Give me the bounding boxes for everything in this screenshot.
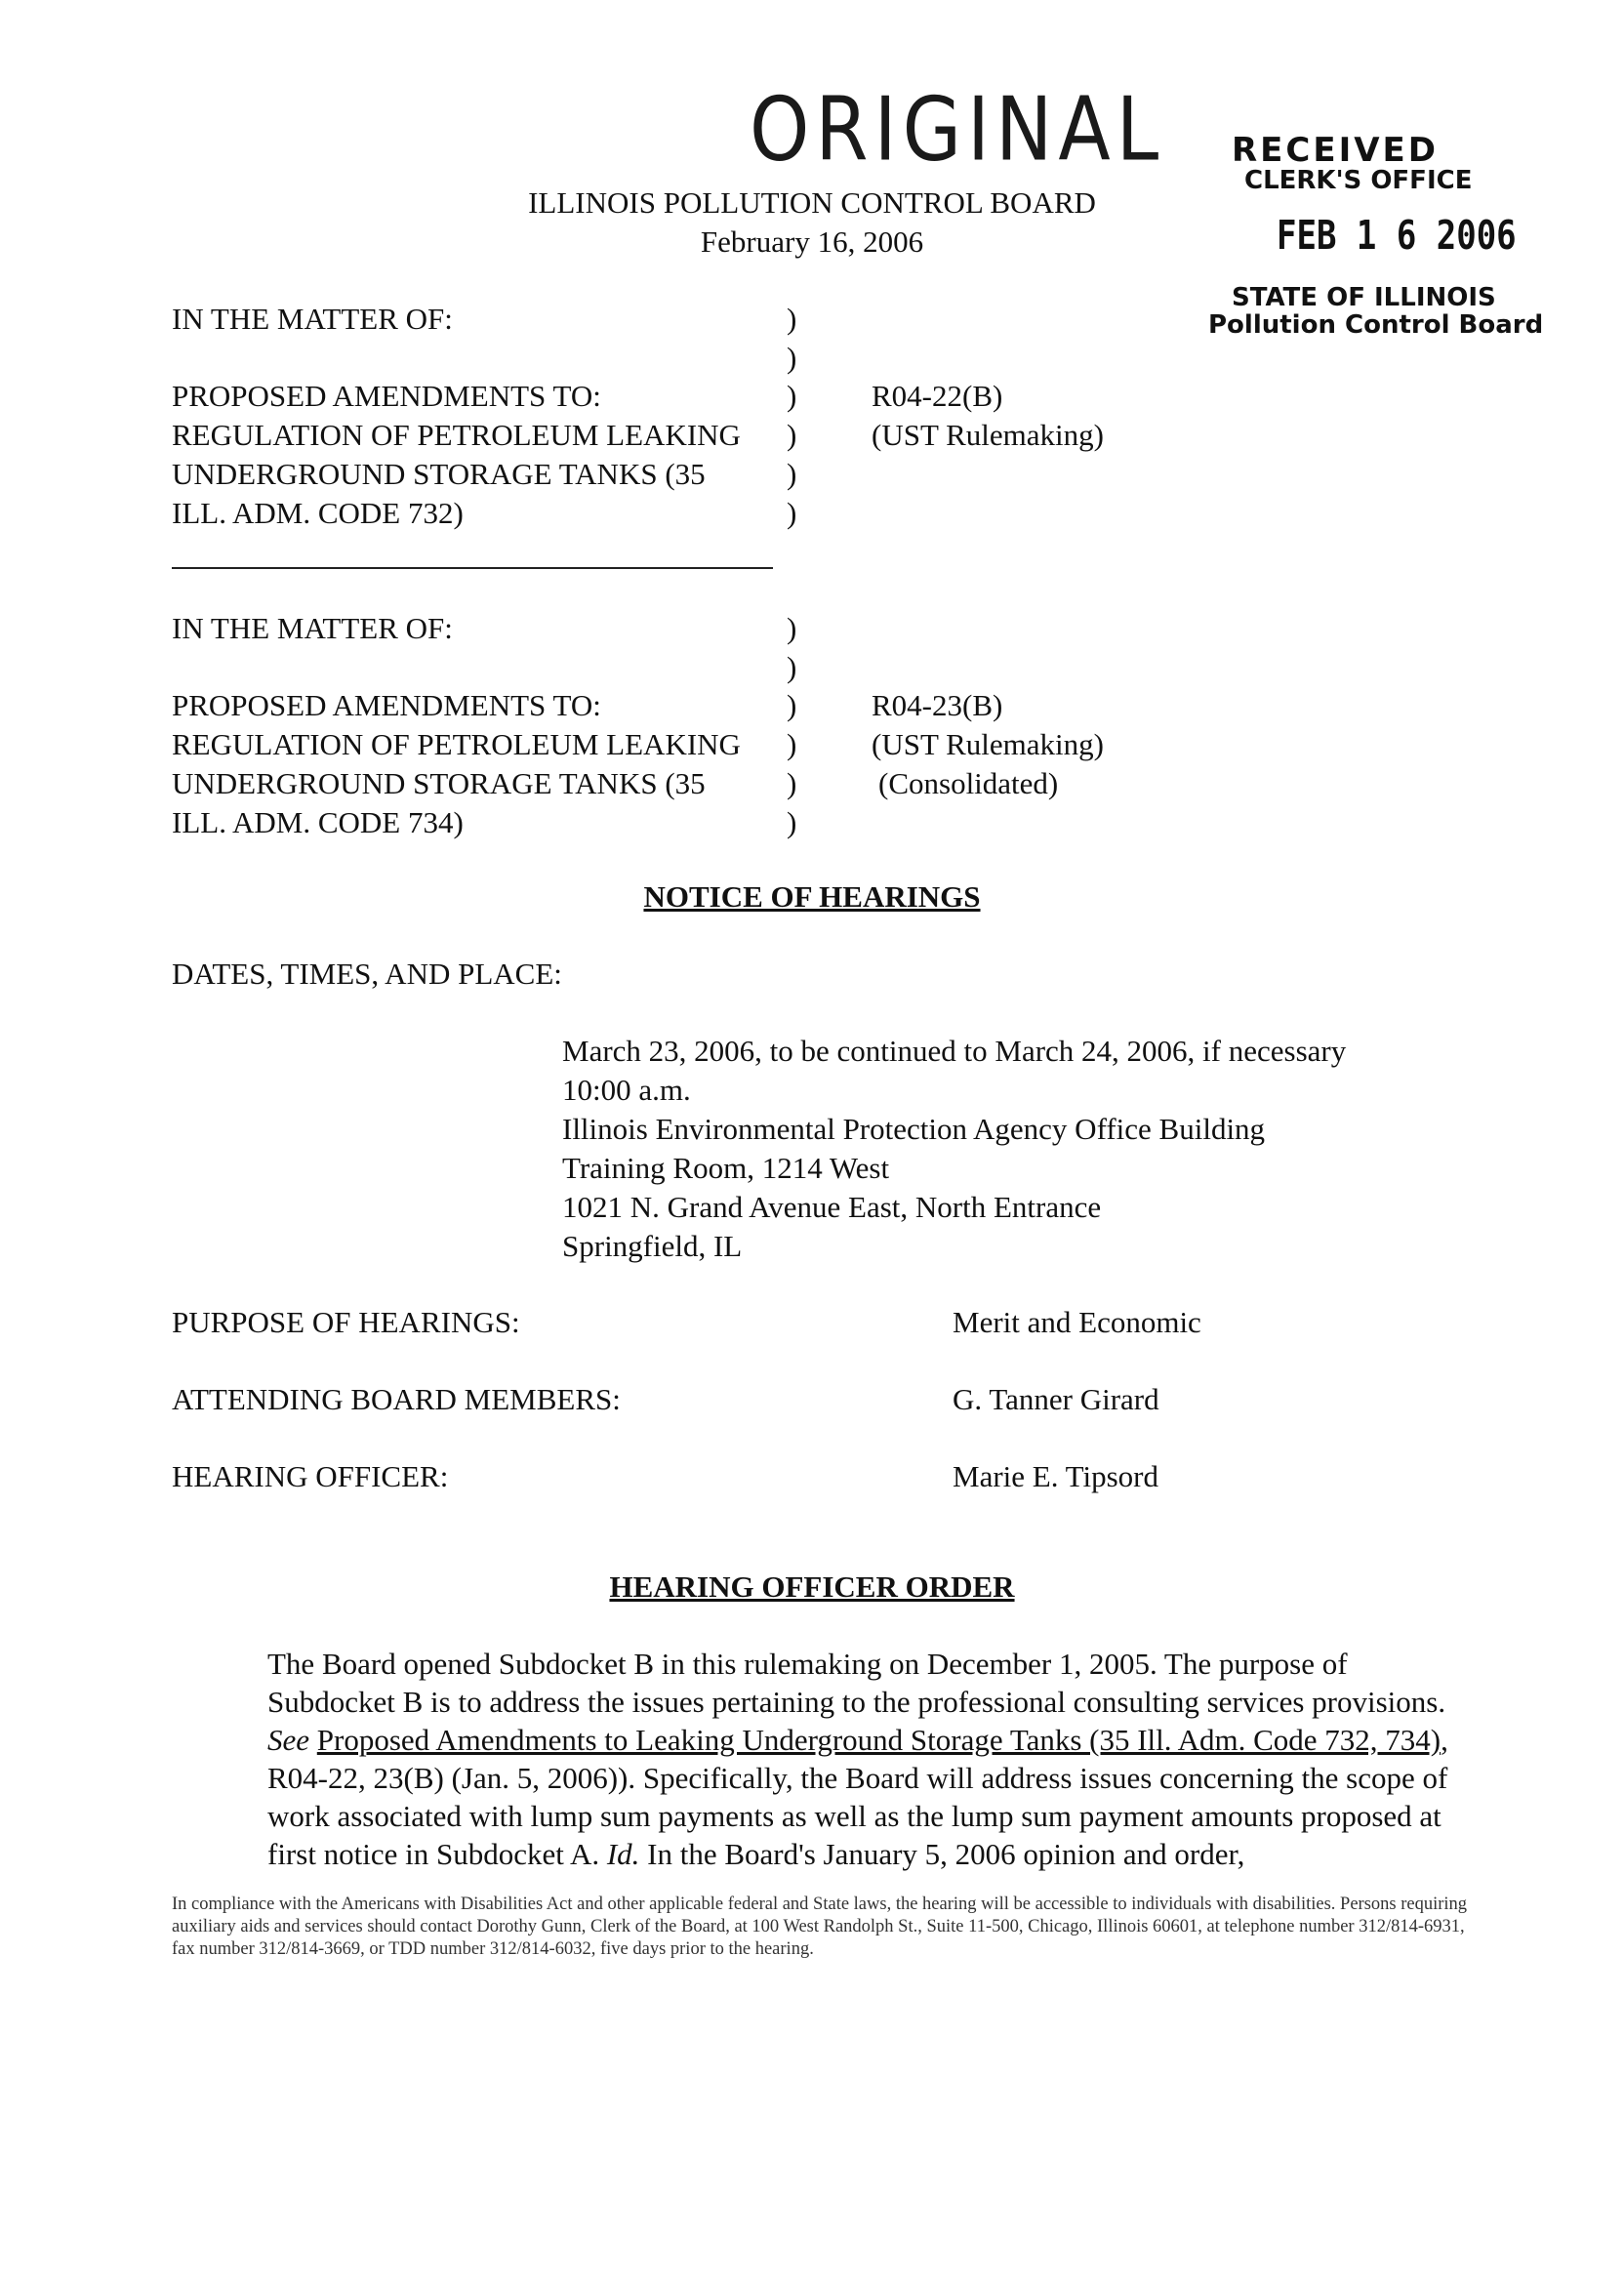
received-stamp-word: RECEIVED (1232, 131, 1439, 170)
hearing-officer-value: Marie E. Tipsord (953, 1459, 1158, 1493)
hearing-time: 10:00 a.m. (562, 1073, 691, 1107)
caption-line: IN THE MATTER OF: (172, 302, 453, 336)
docket-consolidated: (Consolidated) (878, 766, 1059, 800)
caption-paren: ) (787, 688, 797, 722)
caption-paren: ) (787, 302, 797, 336)
order-text-3: In the Board's January 5, 2006 opinion and order, (647, 1837, 1245, 1871)
see-signal: See (267, 1723, 310, 1757)
order-heading: HEARING OFFICER ORDER (609, 1569, 1015, 1604)
order-text-2: , R04-22, 23(B) (Jan. 5, 2006)). Specifically, the Board will address issues concerning the scope of work associated with lump sum payments as well as the lump sum payment amounts proposed at first notice in Subdocket A. (267, 1723, 1448, 1871)
purpose-value: Merit and Economic (953, 1305, 1201, 1339)
caption-line: REGULATION OF PETROLEUM LEAKING (172, 418, 741, 452)
ada-footnote: In compliance with the Americans with Disabilities Act and other applicable federal and State laws, the hearing will be accessible to individuals with disabilities. Persons requiring auxiliary aids and services should contact Dorothy Gunn, Clerk of the Board, at 100 West Randolph St., Suite 11-500, Chicago, Illinois 60601, at telephone number 312/814-6931, fax number 312/814-3669, or TDD number 312/814-6032, five days prior to the hearing. (172, 1895, 1468, 1959)
citation-title: Proposed Amendments to Leaking Underground Storage Tanks (35 Ill. Adm. Code 732, 734) (316, 1723, 1441, 1757)
caption-line: ILL. ADM. CODE 732) (172, 496, 464, 530)
caption-line: REGULATION OF PETROLEUM LEAKING (172, 727, 741, 761)
agency-name: ILLINOIS POLLUTION CONTROL BOARD (528, 185, 1096, 220)
docket-type: (UST Rulemaking) (872, 418, 1104, 452)
hearing-city: Springfield, IL (562, 1229, 743, 1263)
caption-paren: ) (787, 611, 797, 645)
hearing-address: 1021 N. Grand Avenue East, North Entrance (562, 1190, 1102, 1224)
hearing-place: Illinois Environmental Protection Agency Office Building (562, 1112, 1266, 1146)
caption-paren: ) (787, 805, 797, 839)
received-stamp-state: STATE OF ILLINOIS (1232, 283, 1496, 312)
caption-paren: ) (787, 341, 797, 375)
caption-line: IN THE MATTER OF: (172, 611, 453, 645)
caption-paren: ) (787, 379, 797, 413)
caption-line: PROPOSED AMENDMENTS TO: (172, 688, 601, 722)
caption-paren: ) (787, 418, 797, 452)
hearing-officer-label: HEARING OFFICER: (172, 1459, 449, 1493)
caption-paren: ) (787, 496, 797, 530)
order-text-1: The Board opened Subdocket B in this rulemaking on December 1, 2005. The purpose of Subdocket B is to address the issues pertaining to the professional consulting services provisions. (267, 1647, 1446, 1719)
id-signal: Id. (606, 1837, 640, 1871)
caption-divider (172, 567, 773, 569)
docket-type: (UST Rulemaking) (872, 727, 1104, 761)
board-members-value: G. Tanner Girard (953, 1382, 1159, 1416)
hearing-room: Training Room, 1214 West (562, 1151, 890, 1185)
caption-line: PROPOSED AMENDMENTS TO: (172, 379, 601, 413)
dates-label: DATES, TIMES, AND PLACE: (172, 957, 562, 991)
caption-line: ILL. ADM. CODE 734) (172, 805, 464, 839)
caption-paren: ) (787, 650, 797, 684)
caption-line: UNDERGROUND STORAGE TANKS (35 (172, 457, 706, 491)
notice-heading: NOTICE OF HEARINGS (643, 879, 981, 914)
purpose-label: PURPOSE OF HEARINGS: (172, 1305, 520, 1339)
original-stamp: ORIGINAL (750, 80, 1165, 182)
caption-paren: ) (787, 457, 797, 491)
docket-number: R04-22(B) (872, 379, 1003, 413)
received-stamp-board: Pollution Control Board (1208, 310, 1544, 340)
caption-line: UNDERGROUND STORAGE TANKS (35 (172, 766, 706, 800)
caption-paren: ) (787, 766, 797, 800)
caption-paren: ) (787, 727, 797, 761)
document-date: February 16, 2006 (700, 224, 924, 259)
received-stamp-date: FEB 1 6 2006 (1277, 213, 1517, 260)
order-paragraph (172, 1645, 1470, 1873)
received-stamp-office: CLERK'S OFFICE (1244, 166, 1473, 195)
docket-number: R04-23(B) (872, 688, 1003, 722)
board-members-label: ATTENDING BOARD MEMBERS: (172, 1382, 621, 1416)
hearing-dates: March 23, 2006, to be continued to March 24, 2006, if necessary (562, 1034, 1347, 1068)
